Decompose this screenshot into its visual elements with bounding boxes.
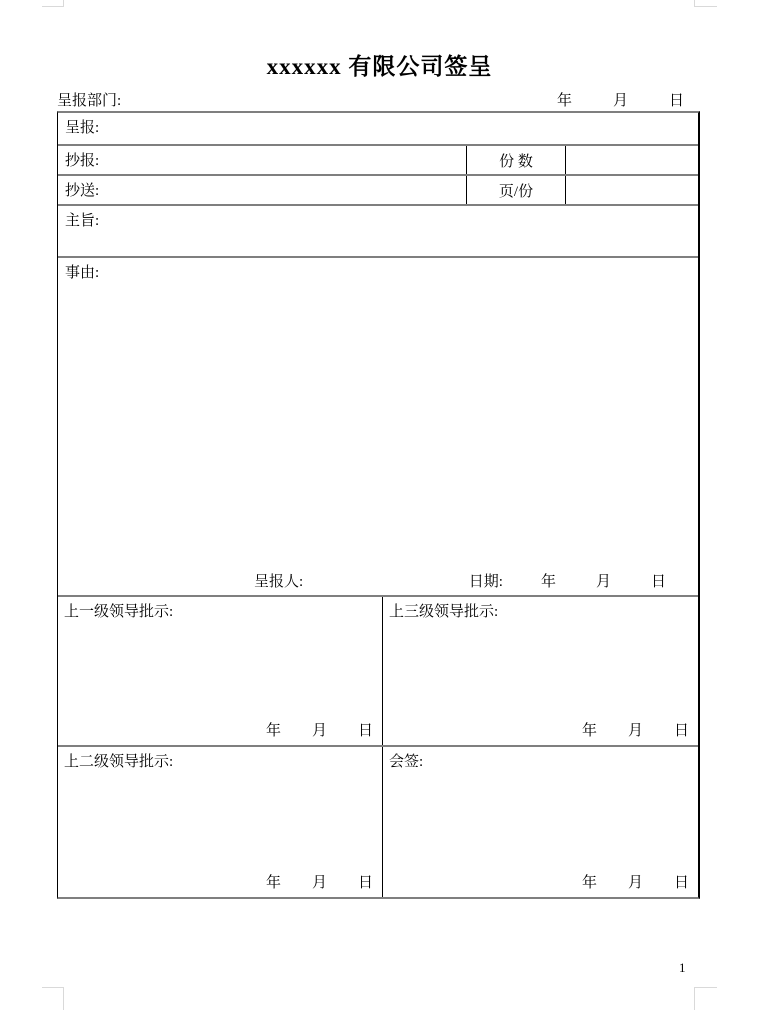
reason-month-label: 月	[595, 574, 611, 590]
row-copy-send	[58, 176, 698, 206]
form-table	[57, 111, 700, 899]
approval-level3-year-label: 年	[581, 723, 597, 739]
header-month-label: 月	[612, 93, 628, 109]
copy-report-label: 抄报:	[65, 153, 100, 169]
approval-level3-date-group	[582, 719, 698, 743]
approval-level2-year-label: 年	[265, 875, 281, 891]
reason-year-label: 年	[540, 574, 556, 590]
approval-level1-day-label: 日	[357, 723, 373, 739]
department-label: 呈报部门:	[57, 93, 122, 109]
header-day-label: 日	[668, 93, 684, 109]
approval-level1-month-label: 月	[311, 723, 327, 739]
countersign-year-label: 年	[581, 875, 597, 891]
approval-level1-label: 上一级领导批示:	[64, 604, 174, 620]
countersign-month-label: 月	[627, 875, 643, 891]
crop-mark-top-left	[42, 0, 64, 7]
countersign-label: 会签:	[389, 754, 424, 770]
header-year-label: 年	[556, 93, 572, 109]
row-approvals-2	[58, 747, 698, 897]
date-label: 日期:	[468, 574, 503, 590]
copies-value-cell[interactable]	[565, 146, 698, 174]
countersign-day-label: 日	[673, 875, 689, 891]
page-number: 1	[679, 960, 686, 975]
subject-field[interactable]	[58, 206, 698, 256]
reason-label: 事由:	[65, 265, 100, 281]
row-subject	[58, 206, 698, 258]
crop-mark-top-right	[694, 0, 717, 7]
approval-level1-year-label: 年	[265, 723, 281, 739]
submit-field[interactable]	[58, 113, 698, 144]
approval-level2-label: 上二级领导批示:	[64, 754, 174, 770]
submit-label: 呈报:	[65, 120, 100, 136]
pages-per-copy-label-cell	[466, 176, 565, 204]
reason-date-line[interactable]	[469, 570, 666, 591]
approval-level3-cell[interactable]	[382, 597, 698, 745]
approval-level2-day-label: 日	[357, 875, 373, 891]
row-reason	[58, 258, 698, 597]
reason-day-label: 日	[650, 574, 666, 590]
countersign-date-group	[582, 871, 698, 895]
copies-label: 份 数	[499, 153, 533, 170]
approval-level3-day-label: 日	[673, 723, 689, 739]
approval-level1-date-group	[266, 719, 382, 743]
reason-signature-line	[58, 570, 698, 593]
copies-label-cell	[466, 146, 565, 174]
approval-level3-month-label: 月	[627, 723, 643, 739]
row-copy-report	[58, 146, 698, 176]
approval-level1-cell[interactable]	[58, 597, 382, 745]
submitter-label: 呈报人:	[254, 574, 304, 590]
copy-send-label: 抄送:	[65, 183, 100, 199]
pages-per-copy-value-cell[interactable]	[565, 176, 698, 204]
approval-level2-cell[interactable]	[58, 747, 382, 897]
approval-level3-label: 上三级领导批示:	[389, 604, 499, 620]
document-title: xxxxxx 有限公司签呈	[266, 54, 493, 79]
copy-report-field[interactable]	[58, 146, 466, 174]
header-row	[57, 84, 700, 110]
copy-send-field[interactable]	[58, 176, 466, 204]
subject-label: 主旨:	[65, 213, 100, 229]
pages-per-copy-label: 页/份	[498, 183, 534, 200]
crop-mark-bottom-right	[694, 987, 717, 1010]
row-submit	[58, 113, 698, 146]
crop-mark-bottom-left	[42, 987, 64, 1010]
row-approvals-1	[58, 597, 698, 747]
approval-level2-month-label: 月	[311, 875, 327, 891]
reason-date-group	[541, 570, 666, 591]
countersign-cell[interactable]	[382, 747, 698, 897]
header-date-group[interactable]	[557, 89, 700, 110]
reason-field[interactable]	[58, 258, 698, 595]
approval-level2-date-group	[266, 871, 382, 895]
